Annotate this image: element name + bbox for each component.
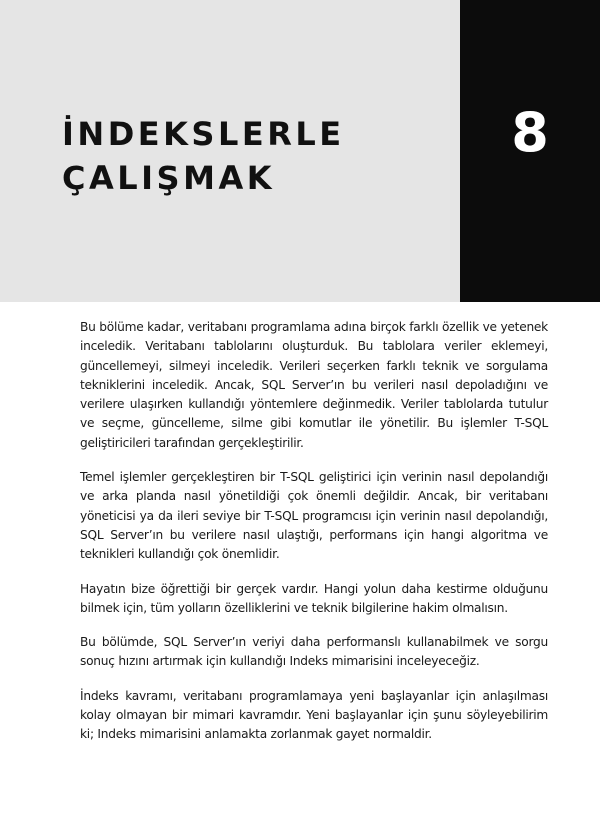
body-text <box>80 318 548 760</box>
chapter-title-line-2: ÇALIŞMAK <box>62 159 275 197</box>
chapter-title <box>62 112 452 200</box>
chapter-number: 8 <box>511 101 549 164</box>
chapter-title-line-1: İNDEKSLERLE <box>62 115 345 153</box>
paragraph-1: Bu bölüme kadar, veritabanı programlama adına birçok farklı özellik ve yetenek inceledik. Veritabanı tablolarını oluşturduk. Bu tablolara veriler eklemeyi, güncellemeyi, silmeyi inceledik. Verileri seçerken farklı teknik ve sorgulama tekniklerini inceledik. Ancak, SQL Server’ın bu verileri nasıl depoladığını ve verilere ulaşırken kullandığı yöntemlere değinmedik. Veriler tablolarda tutulur ve seçme, güncelleme, silme gibi komutlar ile yönetilir. Bu işlemler T-SQL geliştiricileri tarafından gerçekleştirilir. <box>80 320 548 450</box>
paragraph-5: İndeks kavramı, veritabanı programlamaya yeni başlayanlar için anlaşılması kolay olmayan bir mimari kavramdır. Yeni başlayanlar için şunu söyleyebilirim ki; Indeks mimarisini anlamakta zorlanmak gayet normaldir. <box>80 688 548 742</box>
paragraph-3: Hayatın bize öğrettiği bir gerçek vardır. Hangi yolun daha kestirme olduğunu bilmek için, tüm yolların özelliklerini ve teknik bilgilerine hakim olmalısın. <box>80 581 548 615</box>
chapter-header-band <box>0 0 460 302</box>
chapter-number-box <box>460 0 600 302</box>
paragraph-2: Temel işlemler gerçekleştiren bir T-SQL geliştirici için verinin nasıl depolandığı ve arka planda nasıl yönetildiği çok önemli değildir. Ancak, bir veritabanı yöneticisi ya da ileri seviye bir T-SQL programcısı için verinin nasıl depolandığı, SQL Server’ın bu verilere nasıl ulaştığı, performans için hangi algoritma ve teknikleri kullandığı çok önemlidir. <box>80 470 548 562</box>
paragraph-4: Bu bölümde, SQL Server’ın veriyi daha performanslı kullanabilmek ve sorgu sonuç hızını artırmak için kullandığı Indeks mimarisini inceleyeceğiz. <box>80 635 548 669</box>
